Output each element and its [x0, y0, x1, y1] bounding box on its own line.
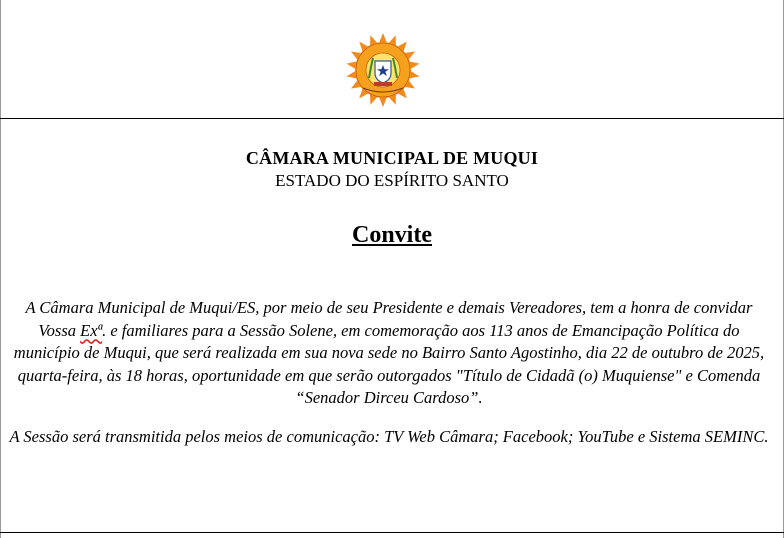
page-left-border [0, 0, 1, 538]
broadcast-paragraph: A Sessão será transmitida pelos meios de comunicação: TV Web Câmara; Facebook; YouTube e Sistema SEMINC. [9, 427, 769, 446]
footer-divider [0, 532, 784, 533]
seal-ribbon [374, 82, 392, 86]
chamber-name: CÂMARA MUNICIPAL DE MUQUI [245, 148, 539, 168]
invitation-text-start: A Câmara Municipal de Muqui/ES, por meio de seu Presidente e demais Vereadores, tem a honra de convidar Vossa [25, 298, 753, 340]
invitation-text-end: . e familiares para a Sessão Solene, em comemoração aos 113 anos de Emancipação Política do município de Muqui, que será realizada em sua nova sede no Bairro Santo Agostinho, dia 22 de outubro de 2025, quarta-feira, às 18 horas, oportunidade em que serão outorgados "Título de Cidadã (o) Muquiense" e Comenda “Senador Dirceu Cardoso”. [13, 320, 765, 407]
chamber-seal-logo [341, 32, 425, 108]
spelling-flagged-word: Exª [80, 320, 103, 340]
state-name: ESTADO DO ESPÍRITO SANTO [275, 171, 509, 190]
document-title: Convite [352, 222, 432, 248]
invitation-paragraph [5, 297, 773, 410]
header-divider [0, 118, 784, 119]
